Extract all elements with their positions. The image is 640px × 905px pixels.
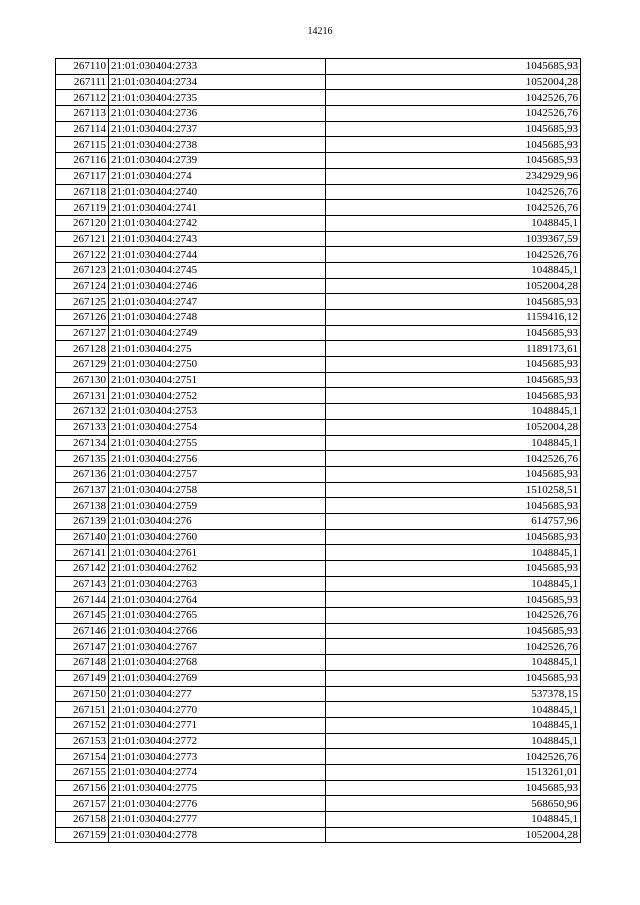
row-number-cell: 267120 [56, 215, 109, 231]
cadastral-number-cell: 21:01:030404:2760 [109, 529, 326, 545]
cadastral-number-cell: 21:01:030404:2770 [109, 702, 326, 718]
cadastral-value-cell: 1045685,93 [326, 592, 581, 608]
table-row [56, 451, 581, 467]
cadastral-value-cell: 1042526,76 [326, 90, 581, 106]
cadastral-number-cell: 21:01:030404:2739 [109, 153, 326, 169]
cadastral-value-cell: 1042526,76 [326, 106, 581, 122]
row-number-cell: 267154 [56, 749, 109, 765]
cadastral-value-cell: 1045685,93 [326, 561, 581, 577]
row-number-cell: 267117 [56, 168, 109, 184]
cadastral-number-cell: 21:01:030404:2772 [109, 733, 326, 749]
cadastral-number-cell: 21:01:030404:275 [109, 341, 326, 357]
row-number-cell: 267136 [56, 466, 109, 482]
cadastral-value-cell: 1042526,76 [326, 451, 581, 467]
table-row [56, 561, 581, 577]
row-number-cell: 267142 [56, 561, 109, 577]
table-row [56, 200, 581, 216]
row-number-cell: 267130 [56, 372, 109, 388]
table-row [56, 215, 581, 231]
row-number-cell: 267148 [56, 655, 109, 671]
cadastral-value-cell: 1045685,93 [326, 357, 581, 373]
row-number-cell: 267112 [56, 90, 109, 106]
table-body [56, 59, 581, 843]
table-row [56, 702, 581, 718]
cadastral-number-cell: 21:01:030404:2762 [109, 561, 326, 577]
cadastral-value-cell: 568650,96 [326, 796, 581, 812]
cadastral-value-cell: 1042526,76 [326, 247, 581, 263]
cadastral-number-cell: 21:01:030404:2778 [109, 827, 326, 843]
table-row [56, 749, 581, 765]
cadastral-number-cell: 21:01:030404:2769 [109, 670, 326, 686]
cadastral-value-cell: 537378,15 [326, 686, 581, 702]
cadastral-number-cell: 21:01:030404:2747 [109, 294, 326, 310]
table-row [56, 529, 581, 545]
row-number-cell: 267153 [56, 733, 109, 749]
cadastral-number-cell: 21:01:030404:2737 [109, 121, 326, 137]
table-row [56, 764, 581, 780]
row-number-cell: 267145 [56, 608, 109, 624]
cadastral-number-cell: 21:01:030404:2744 [109, 247, 326, 263]
cadastral-value-cell: 1045685,93 [326, 121, 581, 137]
table-row [56, 357, 581, 373]
cadastral-value-cell: 614757,96 [326, 513, 581, 529]
cadastral-number-cell: 21:01:030404:2740 [109, 184, 326, 200]
table-row [56, 812, 581, 828]
cadastral-value-cell: 1048845,1 [326, 545, 581, 561]
row-number-cell: 267119 [56, 200, 109, 216]
table-row [56, 513, 581, 529]
row-number-cell: 267116 [56, 153, 109, 169]
table-row [56, 90, 581, 106]
cadastral-value-cell: 1510258,51 [326, 482, 581, 498]
row-number-cell: 267132 [56, 404, 109, 420]
table-row [56, 686, 581, 702]
row-number-cell: 267156 [56, 780, 109, 796]
row-number-cell: 267152 [56, 717, 109, 733]
cadastral-value-cell: 1045685,93 [326, 670, 581, 686]
cadastral-number-cell: 21:01:030404:2773 [109, 749, 326, 765]
row-number-cell: 267127 [56, 325, 109, 341]
table-row [56, 466, 581, 482]
cadastral-number-cell: 21:01:030404:2746 [109, 278, 326, 294]
table-row [56, 404, 581, 420]
cadastral-value-cell: 1045685,93 [326, 59, 581, 75]
cadastral-number-cell: 21:01:030404:2734 [109, 74, 326, 90]
row-number-cell: 267135 [56, 451, 109, 467]
table-row [56, 796, 581, 812]
row-number-cell: 267131 [56, 388, 109, 404]
table-row [56, 153, 581, 169]
cadastral-value-cell: 1042526,76 [326, 639, 581, 655]
cadastral-value-cell: 1048845,1 [326, 262, 581, 278]
row-number-cell: 267134 [56, 435, 109, 451]
cadastral-value-cell: 1045685,93 [326, 623, 581, 639]
table-row [56, 294, 581, 310]
cadastral-value-cell: 1052004,28 [326, 278, 581, 294]
cadastral-number-cell: 21:01:030404:2768 [109, 655, 326, 671]
cadastral-value-cell: 1045685,93 [326, 388, 581, 404]
cadastral-value-cell: 1048845,1 [326, 655, 581, 671]
row-number-cell: 267141 [56, 545, 109, 561]
row-number-cell: 267125 [56, 294, 109, 310]
cadastral-number-cell: 21:01:030404:2752 [109, 388, 326, 404]
row-number-cell: 267110 [56, 59, 109, 75]
cadastral-value-cell: 2342929,96 [326, 168, 581, 184]
cadastral-value-cell: 1513261,01 [326, 764, 581, 780]
table-row [56, 780, 581, 796]
table-row [56, 592, 581, 608]
cadastral-value-cell: 1045685,93 [326, 466, 581, 482]
cadastral-number-cell: 21:01:030404:2758 [109, 482, 326, 498]
row-number-cell: 267143 [56, 576, 109, 592]
cadastral-number-cell: 21:01:030404:2764 [109, 592, 326, 608]
cadastral-value-cell: 1052004,28 [326, 827, 581, 843]
cadastral-value-cell: 1039367,59 [326, 231, 581, 247]
cadastral-number-cell: 21:01:030404:2771 [109, 717, 326, 733]
cadastral-number-cell: 21:01:030404:276 [109, 513, 326, 529]
table-row [56, 576, 581, 592]
row-number-cell: 267155 [56, 764, 109, 780]
cadastral-number-cell: 21:01:030404:2751 [109, 372, 326, 388]
cadastral-value-cell: 1042526,76 [326, 200, 581, 216]
table-row [56, 106, 581, 122]
table-row [56, 498, 581, 514]
cadastral-number-cell: 21:01:030404:2774 [109, 764, 326, 780]
row-number-cell: 267147 [56, 639, 109, 655]
table-row [56, 59, 581, 75]
table-row [56, 608, 581, 624]
cadastral-number-cell: 21:01:030404:2753 [109, 404, 326, 420]
row-number-cell: 267139 [56, 513, 109, 529]
table-row [56, 419, 581, 435]
cadastral-value-cell: 1045685,93 [326, 153, 581, 169]
cadastral-number-cell: 21:01:030404:274 [109, 168, 326, 184]
table-row [56, 827, 581, 843]
cadastral-value-cell: 1048845,1 [326, 717, 581, 733]
table-row [56, 733, 581, 749]
table-row [56, 341, 581, 357]
cadastral-value-cell: 1045685,93 [326, 325, 581, 341]
table-row [56, 74, 581, 90]
cadastral-value-cell: 1042526,76 [326, 608, 581, 624]
row-number-cell: 267137 [56, 482, 109, 498]
cadastral-value-cell: 1048845,1 [326, 215, 581, 231]
row-number-cell: 267138 [56, 498, 109, 514]
cadastral-number-cell: 21:01:030404:2738 [109, 137, 326, 153]
row-number-cell: 267149 [56, 670, 109, 686]
row-number-cell: 267121 [56, 231, 109, 247]
row-number-cell: 267113 [56, 106, 109, 122]
table-row [56, 184, 581, 200]
cadastral-value-cell: 1045685,93 [326, 529, 581, 545]
table-row [56, 639, 581, 655]
cadastral-value-cell: 1042526,76 [326, 749, 581, 765]
table-row [56, 121, 581, 137]
row-number-cell: 267124 [56, 278, 109, 294]
cadastral-number-cell: 21:01:030404:277 [109, 686, 326, 702]
cadastral-value-cell: 1189173,61 [326, 341, 581, 357]
table-row [56, 247, 581, 263]
cadastral-number-cell: 21:01:030404:2748 [109, 310, 326, 326]
cadastral-number-cell: 21:01:030404:2743 [109, 231, 326, 247]
cadastral-value-cell: 1048845,1 [326, 733, 581, 749]
cadastral-value-cell: 1048845,1 [326, 404, 581, 420]
cadastral-number-cell: 21:01:030404:2765 [109, 608, 326, 624]
cadastral-number-cell: 21:01:030404:2741 [109, 200, 326, 216]
cadastral-number-cell: 21:01:030404:2763 [109, 576, 326, 592]
cadastral-number-cell: 21:01:030404:2735 [109, 90, 326, 106]
cadastral-number-cell: 21:01:030404:2767 [109, 639, 326, 655]
table-row [56, 717, 581, 733]
table-row [56, 435, 581, 451]
cadastral-number-cell: 21:01:030404:2754 [109, 419, 326, 435]
cadastral-number-cell: 21:01:030404:2742 [109, 215, 326, 231]
row-number-cell: 267151 [56, 702, 109, 718]
row-number-cell: 267133 [56, 419, 109, 435]
table-row [56, 655, 581, 671]
table-row [56, 231, 581, 247]
cadastral-number-cell: 21:01:030404:2733 [109, 59, 326, 75]
cadastral-number-cell: 21:01:030404:2777 [109, 812, 326, 828]
table-row [56, 670, 581, 686]
cadastral-value-cell: 1045685,93 [326, 372, 581, 388]
row-number-cell: 267159 [56, 827, 109, 843]
cadastral-number-cell: 21:01:030404:2757 [109, 466, 326, 482]
row-number-cell: 267126 [56, 310, 109, 326]
row-number-cell: 267122 [56, 247, 109, 263]
cadastral-number-cell: 21:01:030404:2750 [109, 357, 326, 373]
row-number-cell: 267144 [56, 592, 109, 608]
row-number-cell: 267123 [56, 262, 109, 278]
cadastral-number-cell: 21:01:030404:2749 [109, 325, 326, 341]
cadastral-number-cell: 21:01:030404:2736 [109, 106, 326, 122]
cadastral-number-cell: 21:01:030404:2775 [109, 780, 326, 796]
cadastral-value-cell: 1048845,1 [326, 702, 581, 718]
table-row [56, 372, 581, 388]
row-number-cell: 267129 [56, 357, 109, 373]
cadastral-number-cell: 21:01:030404:2756 [109, 451, 326, 467]
row-number-cell: 267115 [56, 137, 109, 153]
cadastral-value-cell: 1048845,1 [326, 812, 581, 828]
cadastral-number-cell: 21:01:030404:2745 [109, 262, 326, 278]
table-row [56, 325, 581, 341]
row-number-cell: 267150 [56, 686, 109, 702]
table-row [56, 262, 581, 278]
cadastral-number-cell: 21:01:030404:2766 [109, 623, 326, 639]
cadastral-value-cell: 1052004,28 [326, 74, 581, 90]
table-row [56, 388, 581, 404]
table-row [56, 482, 581, 498]
row-number-cell: 267157 [56, 796, 109, 812]
row-number-cell: 267158 [56, 812, 109, 828]
table-row [56, 278, 581, 294]
table-row [56, 137, 581, 153]
cadastral-number-cell: 21:01:030404:2761 [109, 545, 326, 561]
cadastral-value-cell: 1048845,1 [326, 576, 581, 592]
cadastral-value-table [55, 58, 581, 843]
table-row [56, 623, 581, 639]
cadastral-number-cell: 21:01:030404:2755 [109, 435, 326, 451]
cadastral-value-cell: 1042526,76 [326, 184, 581, 200]
cadastral-value-cell: 1045685,93 [326, 498, 581, 514]
cadastral-number-cell: 21:01:030404:2759 [109, 498, 326, 514]
cadastral-value-cell: 1048845,1 [326, 435, 581, 451]
row-number-cell: 267111 [56, 74, 109, 90]
row-number-cell: 267146 [56, 623, 109, 639]
cadastral-value-cell: 1045685,93 [326, 780, 581, 796]
row-number-cell: 267118 [56, 184, 109, 200]
table-row [56, 545, 581, 561]
row-number-cell: 267128 [56, 341, 109, 357]
cadastral-value-cell: 1045685,93 [326, 294, 581, 310]
row-number-cell: 267114 [56, 121, 109, 137]
row-number-cell: 267140 [56, 529, 109, 545]
cadastral-value-cell: 1159416,12 [326, 310, 581, 326]
table-row [56, 168, 581, 184]
page-number: 14216 [307, 26, 333, 37]
cadastral-value-cell: 1045685,93 [326, 137, 581, 153]
cadastral-value-cell: 1052004,28 [326, 419, 581, 435]
cadastral-number-cell: 21:01:030404:2776 [109, 796, 326, 812]
table-row [56, 310, 581, 326]
